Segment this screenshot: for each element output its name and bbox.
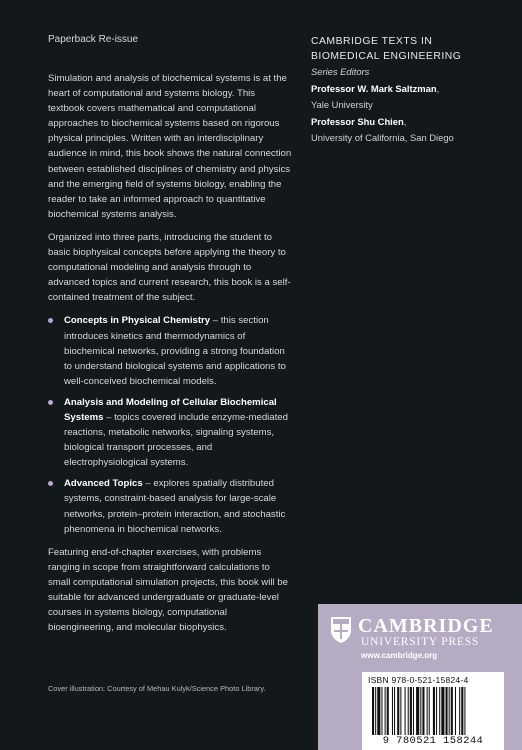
editor-name: Professor Shu Chien: [311, 116, 404, 127]
series-title-line2: BIOMEDICAL ENGINEERING: [311, 51, 462, 62]
organization-paragraph: Organized into three parts, introducing the student to basic biophysical concepts before applying the theory to computational modeling and analysis through to advanced topics and current research, this book is a self-contained treatment of the subject.: [48, 231, 291, 304]
bullet-title: Advanced Topics: [64, 478, 143, 490]
barcode-icon: [372, 687, 494, 735]
barcode-bar: [410, 687, 412, 735]
barcode-bar: [464, 687, 465, 735]
publisher-panel: [318, 604, 522, 750]
reissue-label: Paperback Re-issue: [48, 34, 139, 45]
bullet-icon: [48, 318, 53, 323]
barcode-digits: 9 780521 158244: [382, 735, 484, 747]
editor-name: Professor W. Mark Saltzman: [311, 83, 437, 94]
barcode-bar: [455, 687, 456, 735]
series-info: [311, 34, 511, 145]
barcode-bar: [405, 687, 406, 735]
barcode-bar: [429, 687, 430, 735]
bullet-icon: [48, 400, 53, 405]
list-item: [48, 313, 294, 388]
editor-affiliation: Yale University: [311, 99, 373, 110]
closing-paragraph: Featuring end-of-chapter exercises, with problems ranging in scope from straightforward calculations to small computational simulation projects, this book will be suitable for advanced undergraduate or graduate-level courses in systems biology, computational bioengineering, and molecular biophysics.: [48, 546, 288, 634]
barcode-bar: [449, 687, 450, 735]
publisher-name: CAMBRIDGE: [358, 615, 494, 637]
isbn-label: ISBN 978-0-521-15824-4: [368, 675, 469, 685]
barcode-bar: [400, 687, 401, 735]
barcode-bar: [392, 687, 393, 735]
barcode-bar: [416, 687, 419, 735]
bullet-text: – topics covered include enzyme-mediated reactions, metabolic networks, signaling systems, biological transport processes, and electrophysiological systems.: [64, 411, 288, 469]
bullet-icon: [48, 481, 53, 486]
editor-affiliation: University of California, San Diego: [311, 132, 454, 143]
barcode-bar: [433, 687, 435, 735]
cover-credit: Cover illustration: Courtesy of Mehau Kulyk/Science Photo Library.: [48, 684, 266, 693]
list-item: [48, 395, 294, 470]
publisher-logo: [358, 616, 506, 660]
university-shield-icon: [330, 616, 352, 644]
barcode-bar: [385, 687, 386, 735]
barcode-bar: [420, 687, 421, 735]
blurb-column: [48, 34, 294, 643]
barcode-bar: [461, 687, 463, 735]
barcode-box: [362, 672, 504, 750]
series-editors-label: Series Editors: [311, 66, 370, 77]
editor-1: [311, 79, 511, 97]
barcode-bar: [441, 687, 444, 735]
barcode-bar: [451, 687, 453, 735]
barcode-bar: [394, 687, 395, 735]
barcode-bar: [377, 687, 380, 735]
intro-paragraph: Simulation and analysis of biochemical systems is at the heart of computational and systems biology. This textbook covers mathematical and computational approaches to biochemical systems based on rigorous physical principles. Written with an interdisciplinary audience in mind, this book shows the natural connection between established disciplines of chemistry and physics and the emerging field of systems biology, enabling the reader to take an informed approach to quantitative biochemical systems analysis.: [48, 73, 292, 220]
editor-suffix: ,: [403, 116, 407, 127]
editor-2: [311, 112, 511, 130]
barcode-bar: [422, 687, 424, 735]
bullet-text: – explores spatially distributed systems, constraint-based analysis for large-scale networks, protein–protein interaction, and stochastic phenomena in biochemical networks.: [64, 478, 286, 535]
barcode-bar: [372, 687, 374, 735]
bullet-text: – this section introduces kinetics and thermodynamics of biochemical networks, providing a strong foundation to understand biological systems and applications to well-conceived biochemical models.: [64, 315, 286, 387]
barcode-bar: [381, 687, 382, 735]
barcode-bar: [439, 687, 440, 735]
barcode-bar: [413, 687, 414, 735]
barcode-bar: [375, 687, 376, 735]
barcode-bar: [427, 687, 428, 735]
bullet-title: Concepts in Physical Chemistry: [64, 315, 211, 327]
publisher-url: www.cambridge.org: [361, 651, 438, 660]
barcode-bar: [387, 687, 389, 735]
list-item: [48, 476, 294, 536]
series-title-line1: CAMBRIDGE TEXTS IN: [311, 36, 433, 47]
barcode-bar: [436, 687, 437, 735]
publisher-subname: UNIVERSITY PRESS: [361, 636, 480, 648]
barcode-bar: [446, 687, 448, 735]
editor-suffix: ,: [436, 83, 440, 94]
barcode-bar: [408, 687, 409, 735]
barcode-bar: [459, 687, 460, 735]
topic-list: [48, 313, 294, 536]
bullet-title: Analysis and Modeling of Cellular Biochemical Systems: [64, 396, 277, 423]
barcode-bar: [397, 687, 399, 735]
